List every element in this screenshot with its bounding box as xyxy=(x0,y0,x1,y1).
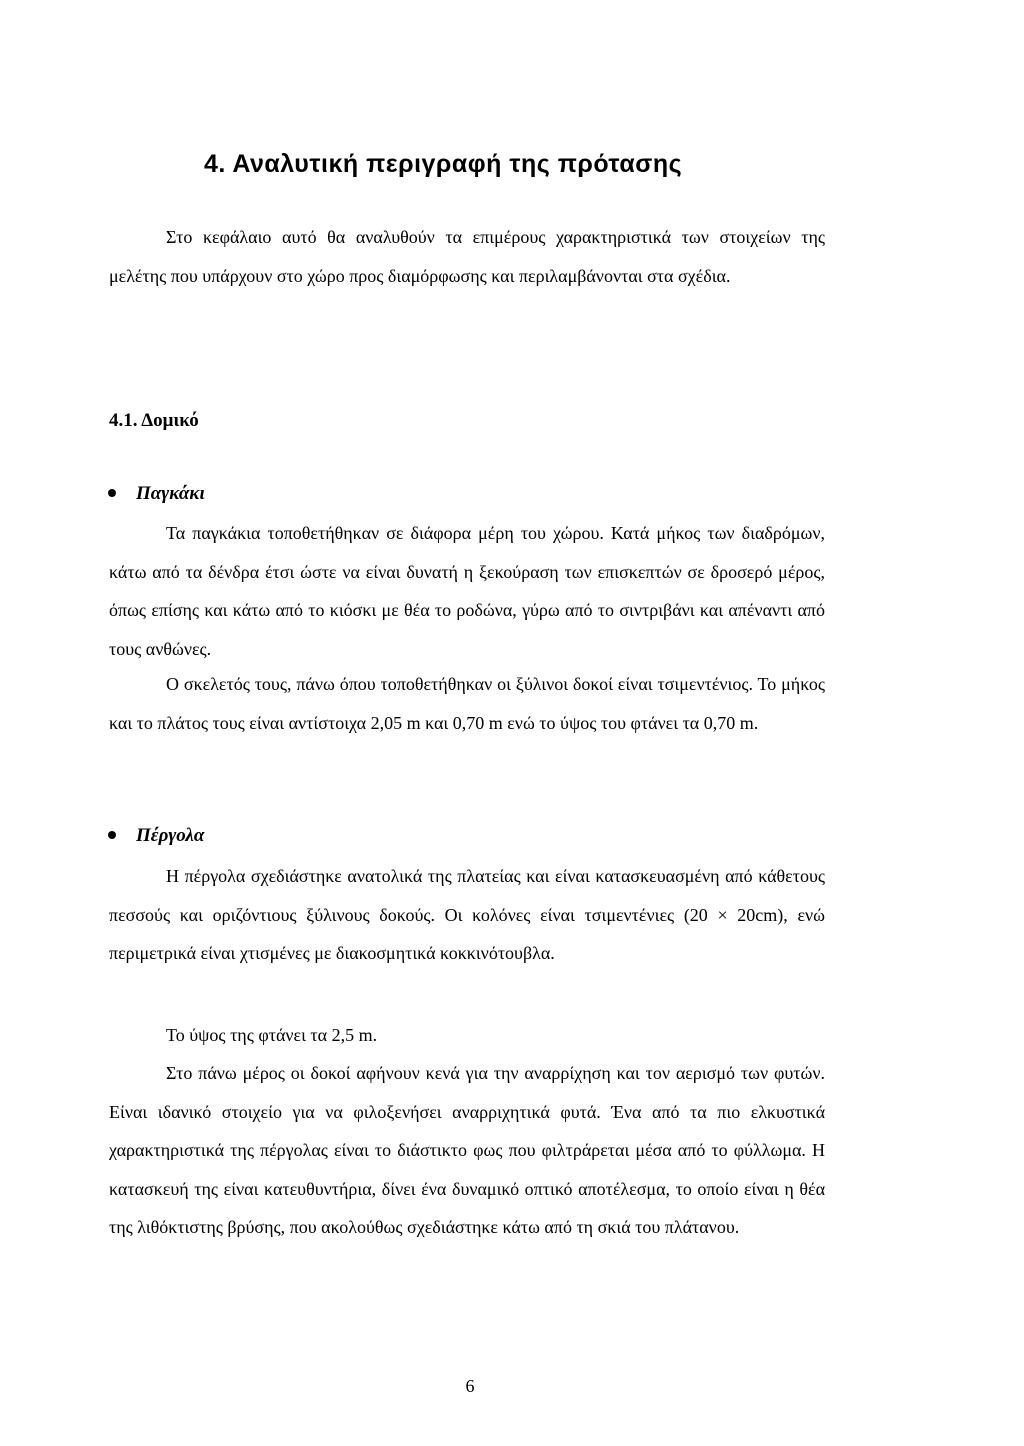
pergola-paragraph-1: Η πέργολα σχεδιάστηκε ανατολικά της πλατείας και είναι κατασκευασμένη από κάθετους πεσσούς και οριζόντιους ξύλινους δοκούς. Οι κολόνες είναι τσιμεντένιες (20 × 20cm), ενώ περιμετρικά είναι χτισμένες με διακοσμητικά κοκκινότουβλα. xyxy=(109,866,825,963)
section-title: 4. Αναλυτική περιγραφή της πρότασης xyxy=(204,150,683,178)
bench-paragraph-1: Τα παγκάκια τοποθετήθηκαν σε διάφορα μέρη του χώρου. Κατά μήκος των διαδρόμων, κάτω από τα δένδρα έτσι ώστε να είναι δυνατή η ξεκούραση των επισκεπτών σε δροσερό μέρος, όπως επίσης και κάτω από το κιόσκι με θέα το ροδώνα, γύρω από το σιντριβάνι και απέναντι από τους ανθώνες. xyxy=(109,523,825,659)
bullet-icon xyxy=(108,489,116,497)
bench-heading xyxy=(108,483,205,505)
bench-paragraph-2: Ο σκελετός τους, πάνω όπου τοποθετήθηκαν οι ξύλινοι δοκοί είναι τσιμεντένιος. Το μήκος και το πλάτος τους είναι αντίστοιχα 2,05 m και 0,70 m ενώ το ύψος του φτάνει τα 0,70 m. xyxy=(109,674,825,733)
bullet-icon xyxy=(108,831,116,839)
pergola-paragraph-2: Το ύψος της φτάνει τα 2,5 m. xyxy=(166,1025,378,1045)
pergola-paragraph-3: Στο πάνω μέρος οι δοκοί αφήνουν κενά για την αναρρίχηση και τον αερισμό των φυτών. Είναι ιδανικό στοιχείο για να φιλοξενήσει αναρριχητικά φυτά. Ένα από τα πιο ελκυστικά χαρακτηριστικά της πέργολας είναι το διάστικτο φως που φιλτράρεται μέσα από το φύλλωμα. Η κατασκευή της είναι κατευθυντήρια, δίνει ένα δυναμικό οπτικό αποτέλεσμα, το οποίο είναι η θέα της λιθόκτιστης βρύσης, που ακολούθως σχεδιάστηκε κάτω από τη σκιά του πλάτανου. xyxy=(109,1063,825,1237)
bench-title: Παγκάκι xyxy=(136,483,205,504)
pergola-title: Πέργολα xyxy=(136,825,205,846)
intro-paragraph: Στο κεφάλαιο αυτό θα αναλυθούν τα επιμέρους χαρακτηριστικά των στοιχείων της μελέτης που υπάρχουν στο χώρο προς διαμόρφωσης και περιλαμβάνονται στα σχέδια. xyxy=(109,227,825,286)
page-number: 6 xyxy=(465,1376,475,1396)
subsection-title: 4.1. Δομικό xyxy=(109,410,199,431)
pergola-heading xyxy=(108,825,204,847)
